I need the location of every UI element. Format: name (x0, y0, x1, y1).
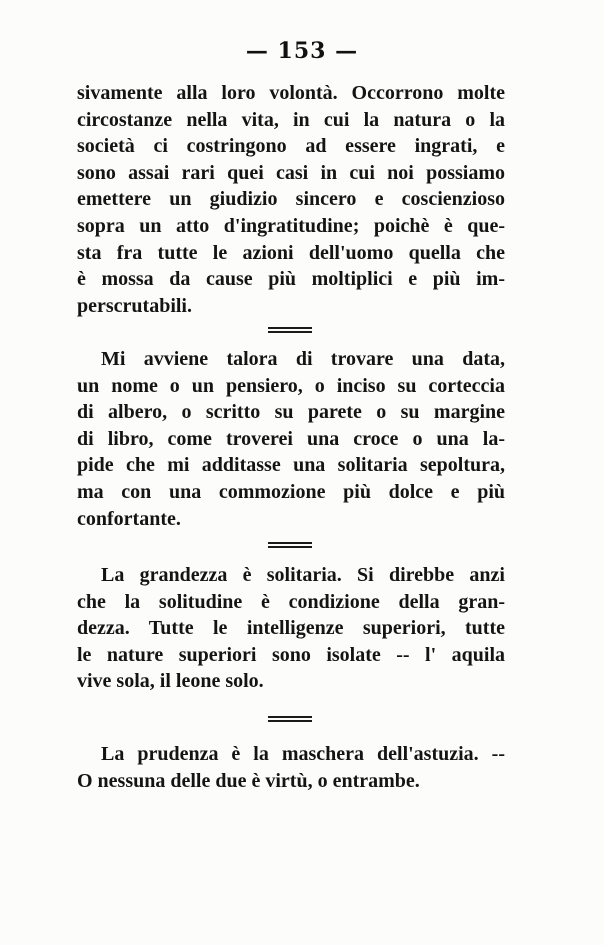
paragraph-1-line-8: è mossa da cause più moltiplici e più im- (77, 268, 505, 291)
paragraph-1 (77, 80, 505, 319)
paragraph-3-line-2: che la solitudine è condizione della gran- (77, 590, 505, 613)
paragraph-1-line-5: emettere un giudizio sincero e coscienzioso (77, 188, 505, 211)
paragraph-3-line-3: dezza. Tutte le intelligenze superiori, tutte (77, 617, 505, 640)
paragraph-3-line-1: La grandezza è solitaria. Si direbbe anzi (101, 564, 505, 586)
paragraph-2-line-2: un nome o un pensiero, o inciso su corteccia (77, 374, 505, 397)
paragraph-1-line-7: sta fra tutte le azioni dell'uomo quella che (77, 241, 505, 264)
paragraph-2-line-3: di albero, o scritto su parete o su margine (77, 401, 505, 424)
section-separator-3 (268, 716, 312, 720)
paragraph-1-line-2: circostanze nella vita, in cui la natura o la (77, 108, 505, 131)
paragraph-1-line-6: sopra un atto d'ingratitudine; poichè è que- (77, 214, 505, 237)
paragraph-4-line-2: O nessuna delle due è virtù, o entrambe. (77, 769, 420, 792)
paragraph-3-line-5: vive sola, il leone solo. (77, 670, 264, 693)
paragraph-2-line-5: pide che mi additasse una solitaria sepoltura, (77, 454, 505, 477)
paragraph-4 (77, 741, 505, 794)
paragraph-1-line-4: sono assai rari quei casi in cui noi possiamo (77, 161, 505, 184)
section-separator-2 (268, 542, 312, 546)
paragraph-2-line-7: confortante. (77, 507, 181, 530)
paragraph-2-line-4: di libro, come troverei una croce o una la- (77, 427, 505, 450)
paragraph-1-line-9: perscrutabili. (77, 294, 192, 317)
paragraph-4-line-1: La prudenza è la maschera dell'astuzia. -- (101, 743, 505, 765)
paragraph-3-line-4: le nature superiori sono isolate -- l' aquila (77, 643, 505, 666)
paragraph-1-line-1: sivamente alla loro volontà. Occorrono molte (77, 82, 505, 104)
paragraph-2 (77, 346, 505, 532)
paragraph-2-line-1: Mi avviene talora di trovare una data, (101, 348, 505, 370)
paragraph-3 (77, 562, 505, 695)
paragraph-1-line-3: società ci costringono ad essere ingrati, e (77, 135, 505, 158)
section-separator-1 (268, 327, 312, 331)
paragraph-2-line-6: ma con una commozione più dolce e più (77, 480, 505, 503)
page-number: — 153 — (245, 38, 359, 64)
